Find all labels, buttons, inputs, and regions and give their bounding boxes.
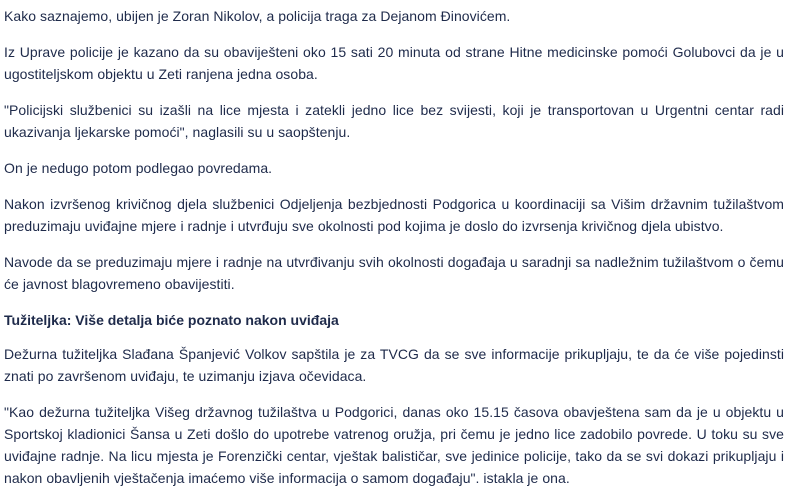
article-paragraph: Kako saznajemo, ubijen je Zoran Nikolov, a policija traga za Dejanom Đinovićem.	[4, 8, 511, 24]
article-paragraph: On je nedugo potom podlegao povredama.	[4, 160, 273, 176]
article-paragraph: Iz Uprave policije je kazano da su obaviješteni oko 15 sati 20 minuta od strane Hitne medicinske pomoći Golubovci da je u ugostiteljskom objektu u Zeti ranjena jedna osoba.	[4, 44, 784, 82]
article-paragraph: Navode da se preduzimaju mjere i radnje na utvrđivanju svih okolnosti događaja u saradnji sa nadležnim tužilaštvom o čemu će javnost blagovremeno obavijestiti.	[4, 254, 784, 292]
article-paragraph: Nakon izvršenog krivičnog djela službenici Odjeljenja bezbjednosti Podgorica u koordinaciji sa Višim državnim tužilaštvom preduzimaju uviđajne mjere i radnje i utvrđuju sve okolnosti pod kojima je doslo do izvrsenja krivičnog djela ubistvo.	[4, 196, 784, 234]
article-paragraph: "Policijski službenici su izašli na lice mjesta i zatekli jedno lice bez svijesti, koji je transportovan u Urgentni centar radi ukazivanja ljekarske pomoći", naglasili su u saopštenju.	[4, 102, 784, 140]
article-paragraph: "Kao dežurna tužiteljka Višeg državnog tužilaštva u Podgorici, danas oko 15.15 časova obavještena sam da je u objektu u Sportskoj kladionici Šansa u Zeti došlo do upotrebe vatrenog oružja, pri čemu je jedno lice zadobilo povrede. U toku su sve uviđajne radnje. Na licu mjesta je Forenzički centar, vještak balističar, sve jedinice policije, tako da se svi dokazi prikupljaju i nakon obavljenih vještačenja imaćemo više informacija o samom događaju". istakla je ona.	[4, 404, 784, 486]
article-paragraph: Dežurna tužiteljka Slađana Španjević Volkov sapštila je za TVCG da se sve informacije prikupljaju, te da će više pojedinsti znati po završenom uviđaju, te uzimanju izjava očevidaca.	[4, 346, 784, 384]
article-subheading: Tužiteljka: Više detalja biće poznato nakon uviđaja	[4, 312, 339, 328]
